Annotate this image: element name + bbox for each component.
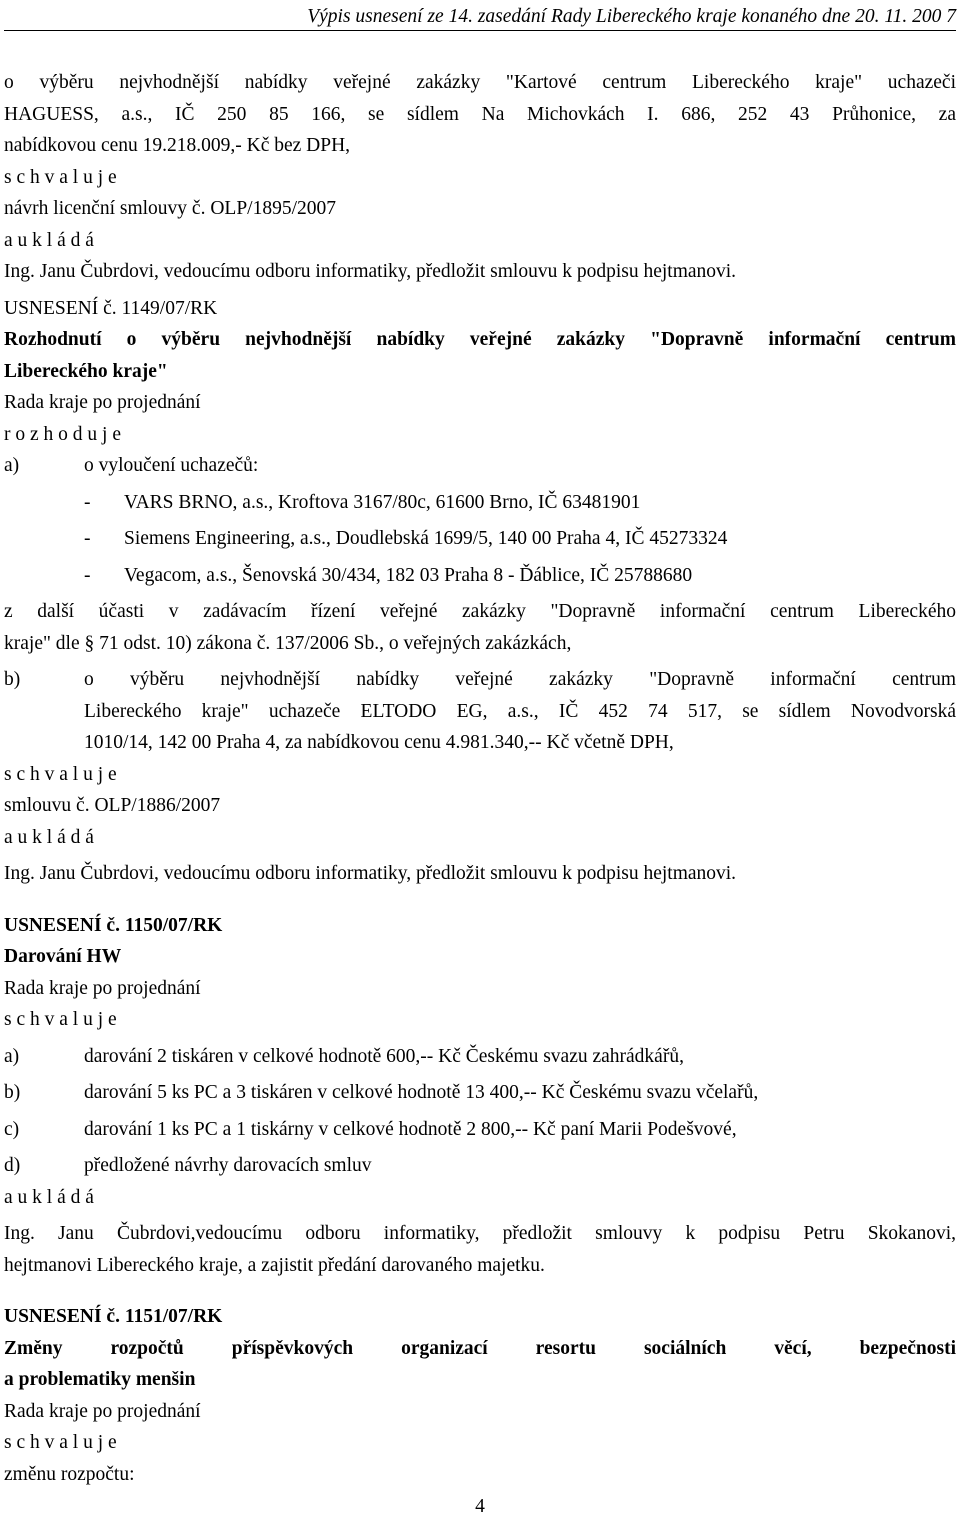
intro-schvaluje: s c h v a l u j e: [4, 166, 117, 188]
resolution-1150-number: USNESENÍ č. 1150/07/RK: [4, 914, 223, 936]
donation-item-text: darování 2 tiskáren v celkové hodnotě 600,-- Kč Českému svazu zahrádkářů,: [84, 1045, 684, 1067]
item-b-line-3: 1010/14, 142 00 Praha 4, za nabídkovou cenu 4.981.340,-- Kč včetně DPH,: [84, 732, 674, 753]
item-b-label: b): [4, 669, 21, 690]
resolution-1149-uklada: a u k l á d á: [4, 826, 94, 848]
resolution-1151-title-1: Změny rozpočtů příspěvkových organizací resortu sociálních věcí, bezpečnosti: [4, 1337, 956, 1359]
dash: -: [84, 528, 91, 549]
resolution-1149-rada: Rada kraje po projednání: [4, 392, 201, 413]
donation-item-text: předložené návrhy darovacích smluv: [84, 1155, 372, 1176]
resolution-1151-number: USNESENÍ č. 1151/07/RK: [4, 1306, 223, 1327]
resolution-1149-smlouvu: smlouvu č. OLP/1886/2007: [4, 795, 221, 816]
excluded-bidder-text: VARS BRNO, a.s., Kroftova 3167/80c, 61600 Brno, IČ 63481901: [124, 491, 641, 513]
intro-line-1: o výběru nejvhodnější nabídky veřejné zakázky "Kartové centrum Libereckého kraje" uchazeči: [4, 72, 956, 93]
donation-item-label: c): [4, 1118, 20, 1140]
excluded-bidder-text: Vegacom, a.s., Šenovská 30/434, 182 03 Praha 8 - Ďáblice, IČ 25788680: [124, 564, 693, 586]
resolution-1149-ing: Ing. Janu Čubrdovi, vedoucímu odboru informatiky, předložit smlouvu k podpisu hejtmanovi.: [4, 863, 737, 884]
intro-uklada: a u k l á d á: [4, 229, 94, 251]
intro-line-3: nabídkovou cenu 19.218.009,- Kč bez DPH,: [4, 135, 351, 156]
resolution-1150-title: Darování HW: [4, 946, 122, 967]
resolution-1151-zmenu: změnu rozpočtu:: [4, 1463, 135, 1485]
excluded-bidder: [4, 487, 956, 519]
resolution-1150-ing-1: Ing. Janu Čubrdovi,vedoucímu odboru informatiky, předložit smlouvy k podpisu Petru Skokanovi,: [4, 1223, 956, 1244]
resolution-1149-item-b: [4, 664, 956, 696]
intro-navrh: návrh licenční smlouvy č. OLP/1895/2007: [4, 198, 336, 219]
dash: -: [84, 491, 91, 513]
donation-item: [4, 1114, 956, 1146]
resolution-1149-rozhoduje: r o z h o d u j e: [4, 423, 121, 445]
resolution-1150-uklada: a u k l á d á: [4, 1186, 94, 1208]
item-b-line-1: o výběru nejvhodnější nabídky veřejné zakázky "Dopravně informační centrum: [84, 669, 956, 690]
donation-item-label: b): [4, 1082, 21, 1103]
donation-item-text: darování 5 ks PC a 3 tiskáren v celkové hodnotě 13 400,-- Kč Českému svazu včelařů,: [84, 1082, 759, 1103]
excluded-bidder: [4, 523, 956, 555]
document-body: [4, 67, 956, 1490]
resolution-1151-title-2: a problematiky menšin: [4, 1369, 196, 1390]
item-a-text: o vyloučení uchazečů:: [84, 455, 259, 476]
resolution-1149-number: USNESENÍ č. 1149/07/RK: [4, 297, 218, 319]
page-number: 4: [475, 1496, 485, 1517]
donation-item-label: d): [4, 1155, 21, 1176]
excluded-bidder: [4, 560, 956, 592]
resolution-1149-schvaluje: s c h v a l u j e: [4, 763, 117, 785]
donation-item: [4, 1077, 956, 1109]
excluded-bidder-text: Siemens Engineering, a.s., Doudlebská 1699/5, 140 00 Praha 4, IČ 45273324: [124, 528, 728, 549]
donation-item: [4, 1150, 956, 1182]
resolution-1149-item-a: [4, 450, 956, 482]
dash: -: [84, 564, 91, 586]
resolution-1150-rada: Rada kraje po projednání: [4, 977, 201, 999]
donation-item-text: darování 1 ks PC a 1 tiskárny v celkové hodnotě 2 800,-- Kč paní Marii Podešvové,: [84, 1118, 737, 1140]
intro-line-2: HAGUESS, a.s., IČ 250 85 166, se sídlem Na Michovkách I. 686, 252 43 Průhonice, za: [4, 103, 956, 125]
item-b-line-2: Libereckého kraje" uchazeče ELTODO EG, a.s., IČ 452 74 517, se sídlem Novodvorská: [84, 700, 956, 722]
resolution-1150-ing-2: hejtmanovi Libereckého kraje, a zajistit předání darovaného majetku.: [4, 1254, 545, 1276]
donation-item-label: a): [4, 1045, 20, 1067]
z-dalsi-line-2: kraje" dle § 71 odst. 10) zákona č. 137/2006 Sb., o veřejných zakázkách,: [4, 632, 572, 654]
resolution-1151-rada: Rada kraje po projednání: [4, 1400, 201, 1422]
resolution-1149-title-1: Rozhodnutí o výběru nejvhodnější nabídky veřejné zakázky "Dopravně informační centrum: [4, 329, 956, 350]
z-dalsi-line-1: z další účasti v zadávacím řízení veřejné zakázky "Dopravně informační centrum Libereckého: [4, 601, 956, 622]
intro-ing: Ing. Janu Čubrdovi, vedoucímu odboru informatiky, předložit smlouvu k podpisu hejtmanovi.: [4, 261, 737, 282]
item-a-label: a): [4, 455, 20, 476]
page-header: Výpis usnesení ze 14. zasedání Rady Libereckého kraje konaného dne 20. 11. 200 7: [4, 6, 956, 31]
resolution-1150-schvaluje: s c h v a l u j e: [4, 1009, 117, 1030]
resolution-1149-title-2: Libereckého kraje": [4, 360, 168, 382]
resolution-1151-schvaluje: s c h v a l u j e: [4, 1432, 117, 1453]
item-b-line-2-row: [4, 696, 956, 728]
donation-item: [4, 1041, 956, 1073]
